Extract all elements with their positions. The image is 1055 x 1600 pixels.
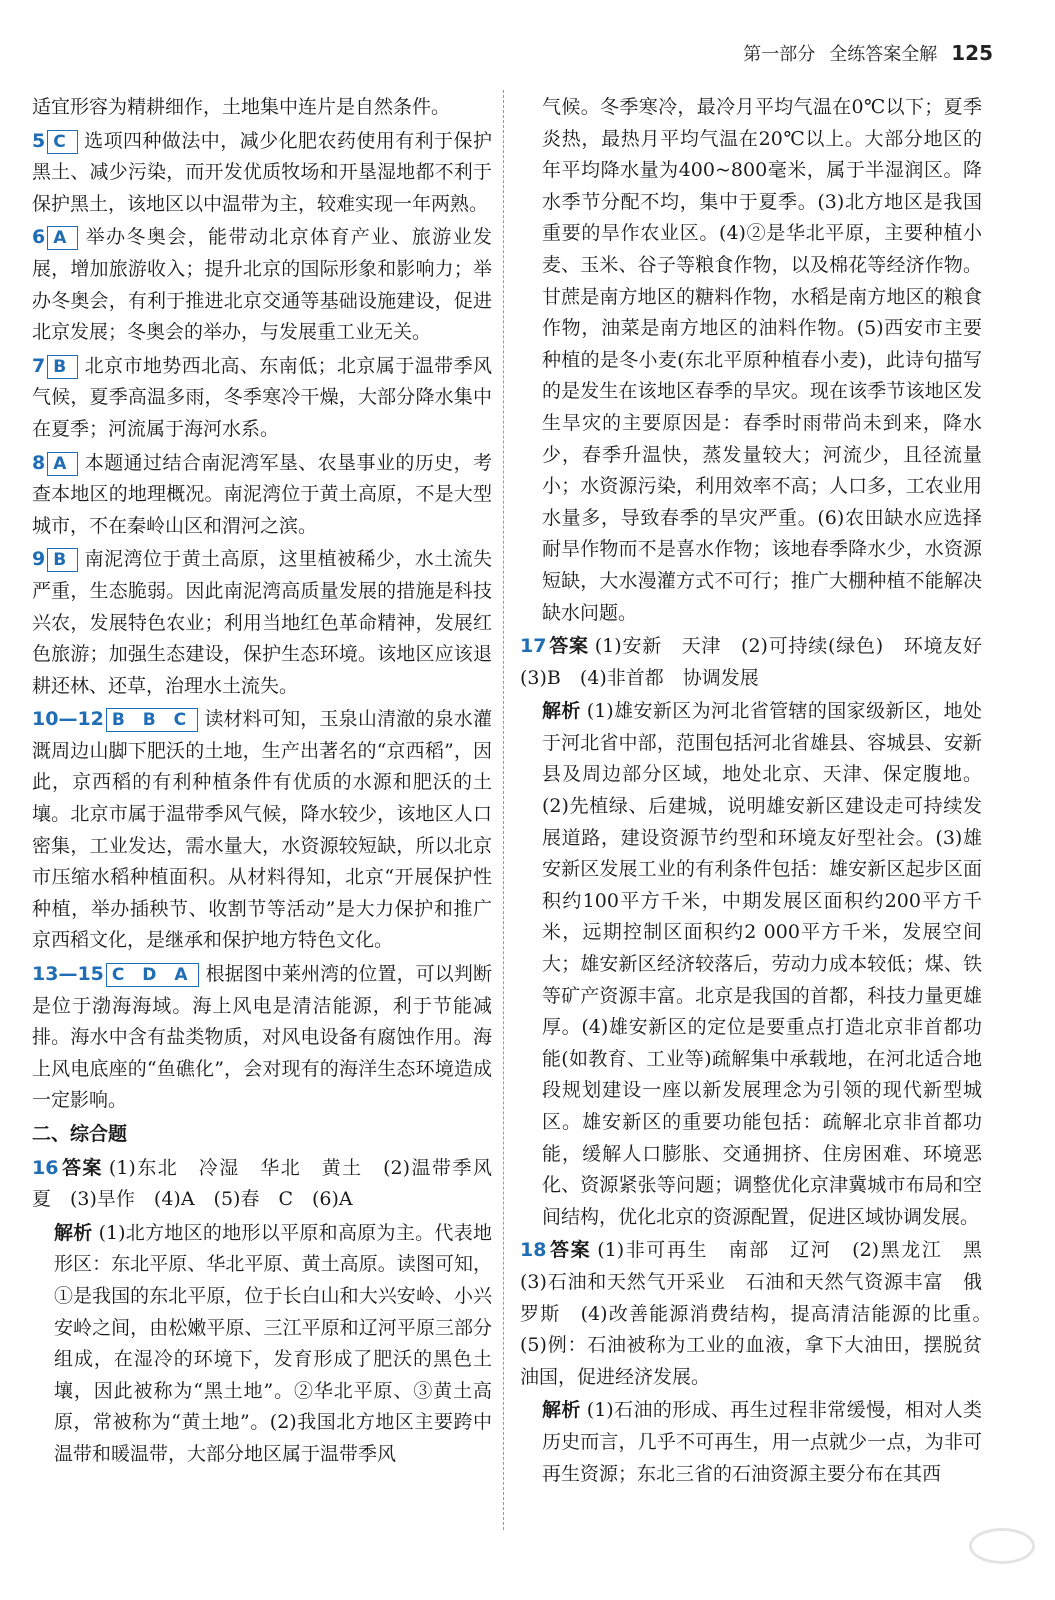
- answer-8: [32, 448, 492, 543]
- answer-box: A: [47, 226, 78, 250]
- explanation-16-continued: 气候。冬季寒冷，最冷月平均气温在0℃以下；夏季炎热，最热月平均气温在20℃以上。大部分地区的年平均降水量为400~800毫米，属于半湿润区。降水季节分配不均，集中于夏季。(3)北方地区是我国重要的旱作农业区。(4)②是华北平原，主要种植小麦、玉米、谷子等粮食作物，以及棉花等经济作物。甘蔗是南方地区的糖料作物，水稻是南方地区的粮食作物，油菜是南方地区的油料作物。(5)西安市主要种植的是冬小麦(东北平原种植春小麦)，此诗句描写的是发生在该地区春季的旱灾。现在该季节该地区发生旱灾的主要原因是：春季时雨带尚未到来，降水少，春季升温快，蒸发量较大；河流少，且径流量小；水资源污染，利用效率不高；人口多，工农业用水量多，导致春季的旱灾严重。(6)农田缺水应选择耐旱作物而不是喜水作物；该地春季降水少，水资源短缺，大水漫灌方式不可行；推广大棚种植不能解决缺水问题。: [542, 96, 982, 624]
- explanation-text: 选项四种做法中，减少化肥农药使用有利于保护黑土、减少污染，而开发优质牧场和开垦湿地都不利于保护黑土，该地区以中温带为主，较难实现一年两熟。: [32, 129, 492, 215]
- answer-box: B: [47, 548, 78, 572]
- explanation-18: [520, 1395, 982, 1490]
- explanation-label: 解析: [542, 1399, 581, 1422]
- header-section: 第一部分: [743, 44, 816, 65]
- column-divider: [503, 90, 504, 1530]
- left-column: [32, 92, 512, 1473]
- question-number: 18: [520, 1239, 547, 1262]
- explanation-text: 举办冬奥会，能带动北京体育产业、旅游业发展，增加旅游收入；提升北京的国际形象和影响力；举办冬奥会，有利于推进北京交通等基础设施建设，促进北京发展；冬奥会的举办，与发展重工业无关。: [32, 226, 492, 344]
- answer-text: (1)安新 天津 (2)可持续(绿色) 环境友好 (3)B (4)非首都 协调发展: [520, 635, 1002, 689]
- explanation-text: (1)北方地区的地形以平原和高原为主。代表地形区：东北平原、华北平原、黄土高原。读图可知，①是我国的东北平原，位于长白山和大兴安岭、小兴安岭之间，由松嫩平原、三江平原和辽河平原三部分组成，在湿冷的环境下，发育形成了肥沃的黑色土壤，因此被称为“黑土地”。②华北平原、③黄土高原，常被称为“黄土地”。(2)我国北方地区主要跨中温带和暖温带，大部分地区属于温带季风: [54, 1221, 492, 1465]
- watermark-shape: [969, 1528, 1035, 1564]
- answer-10-12: [32, 704, 492, 957]
- answer-box: A: [47, 452, 78, 476]
- answer-text: (1)非可再生 南部 辽河 (2)黑龙江 黑 (3)石油和天然气开采业 石油和天然气资源丰富 俄罗斯 (4)改善能源消费结构，提高清洁能源的比重。 (5)例：石油被称为工业的血液，拿下大油田，摆脱贫油国，促进经济发展。: [520, 1239, 1002, 1388]
- question-number: 16: [32, 1156, 59, 1179]
- explanation-text: 读材料可知，玉泉山清澈的泉水灌溉周边山脚下肥沃的土地，生产出著名的“京西稻”，因此，京西稻的有利种植条件有优质的水源和肥沃的土壤。北京市属于温带季风气候，降水较少，该地区人口密集，工业发达，需水量大，水资源较短缺，所以北京市压缩水稻种植面积。从材料得知，北京“开展保护性种植，举办插秧节、收割节等活动”是大力保护和推广京西稻文化，是继承和保护地方特色文化。: [32, 708, 492, 952]
- question-number: 6: [32, 226, 46, 249]
- question-number: 9: [32, 548, 46, 571]
- answer-text: (1)东北 冷湿 华北 黄土 (2)温带季风 夏 (3)旱作 (4)A (5)春 C (6)A: [32, 1156, 512, 1211]
- answer-7: [32, 351, 492, 446]
- answer-box: C D A: [106, 963, 200, 987]
- page-header: [743, 40, 993, 70]
- answer-box: B: [47, 355, 78, 379]
- header-title: 全练答案全解: [829, 44, 938, 65]
- answer-17: [520, 631, 1002, 694]
- answer-9: [32, 544, 492, 702]
- explanation-label: 解析: [54, 1221, 93, 1244]
- section-heading: 二、综合题: [32, 1123, 128, 1145]
- explanation-label: 解析: [542, 700, 581, 723]
- answer-6: [32, 222, 492, 348]
- answer-box: C: [47, 130, 77, 154]
- explanation-text: 南泥湾位于黄土高原，这里植被稀少，水土流失严重，生态脆弱。因此南泥湾高质量发展的措施是科技兴农，发展特色农业；利用当地红色革命精神，发展红色旅游；加强生态建设，保护生态环境。该地区应该退耕还林、还草，治理水土流失。: [32, 548, 492, 697]
- explanation-text: 本题通过结合南泥湾军垦、农垦事业的历史，考查本地区的地理概况。南泥湾位于黄土高原，不是大型城市，不在秦岭山区和渭河之滨。: [32, 451, 492, 537]
- watermark-logo: [915, 1528, 1035, 1580]
- answer-label: 答案: [548, 1239, 592, 1262]
- answer-18: [520, 1235, 1002, 1393]
- explanation-text: 北京市地势西北高、东南低；北京属于温带季风气候，夏季高温多雨，冬季寒冷干燥，大部分降水集中在夏季；河流属于海河水系。: [32, 354, 492, 440]
- question-number: 10—12: [32, 708, 104, 731]
- explanation-text: (1)雄安新区为河北省管辖的国家级新区，地处于河北省中部，范围包括河北省雄县、容城县、安新县及周边部分区域，地处北京、天津、保定腹地。(2)先植绿、后建城，说明雄安新区建设走可持续发展道路，建设资源节约型和环境友好型社会。(3)雄安新区发展工业的有利条件包括：雄安新区起步区面积约100平方千米，中期发展区面积约200平方千米，远期控制区面积约2 000平方千米，发展空间大；雄安新区经济较落后，劳动力成本较低；煤、铁等矿产资源丰富。北京是我国的首都，科技力量更雄厚。(4)雄安新区的定位是要重点打造北京非首都功能(如教育、工业等)疏解集中承载地，在河北适合地段规划建设一座以新发展理念为引领的现代新型城区。雄安新区的重要功能包括：疏解北京非首都功能，缓解人口膨胀、交通拥挤、住房困难、环境恶化、资源紧张等问题；调整优化京津冀城市布局和空间结构，优化北京的资源配置，促进区域协调发展。: [542, 700, 982, 1228]
- answer-box: B B C: [106, 708, 198, 732]
- explanation-17: [520, 696, 982, 1233]
- explanation-text: (1)石油的形成、再生过程非常缓慢，相对人类历史而言，几乎不可再生，用一点就少一点，为非可再生资源；东北三省的石油资源主要分布在其西: [542, 1399, 982, 1485]
- right-column: [520, 92, 1002, 1492]
- explanation-16: [32, 1218, 492, 1471]
- page-number: 125: [951, 41, 993, 65]
- answer-13-15: [32, 959, 492, 1117]
- answer-label: 答案: [548, 635, 589, 658]
- question-number: 8: [32, 451, 46, 474]
- intro-text: 适宜形容为精耕细作，土地集中连片是自然条件。: [32, 96, 451, 118]
- question-number: 17: [520, 635, 547, 658]
- answer-label: 答案: [60, 1156, 103, 1179]
- question-number: 7: [32, 354, 46, 377]
- question-number: 13—15: [32, 963, 104, 986]
- answer-5: [32, 126, 492, 221]
- answer-16: [32, 1153, 512, 1216]
- explanation-text: 根据图中莱州湾的位置，可以判断是位于渤海海域。海上风电是清洁能源，利于节能减排。海水中含有盐类物质，对风电设备有腐蚀作用。海上风电底座的“鱼礁化”，会对现有的海洋生态环境造成一定影响。: [32, 963, 492, 1112]
- question-number: 5: [32, 129, 46, 152]
